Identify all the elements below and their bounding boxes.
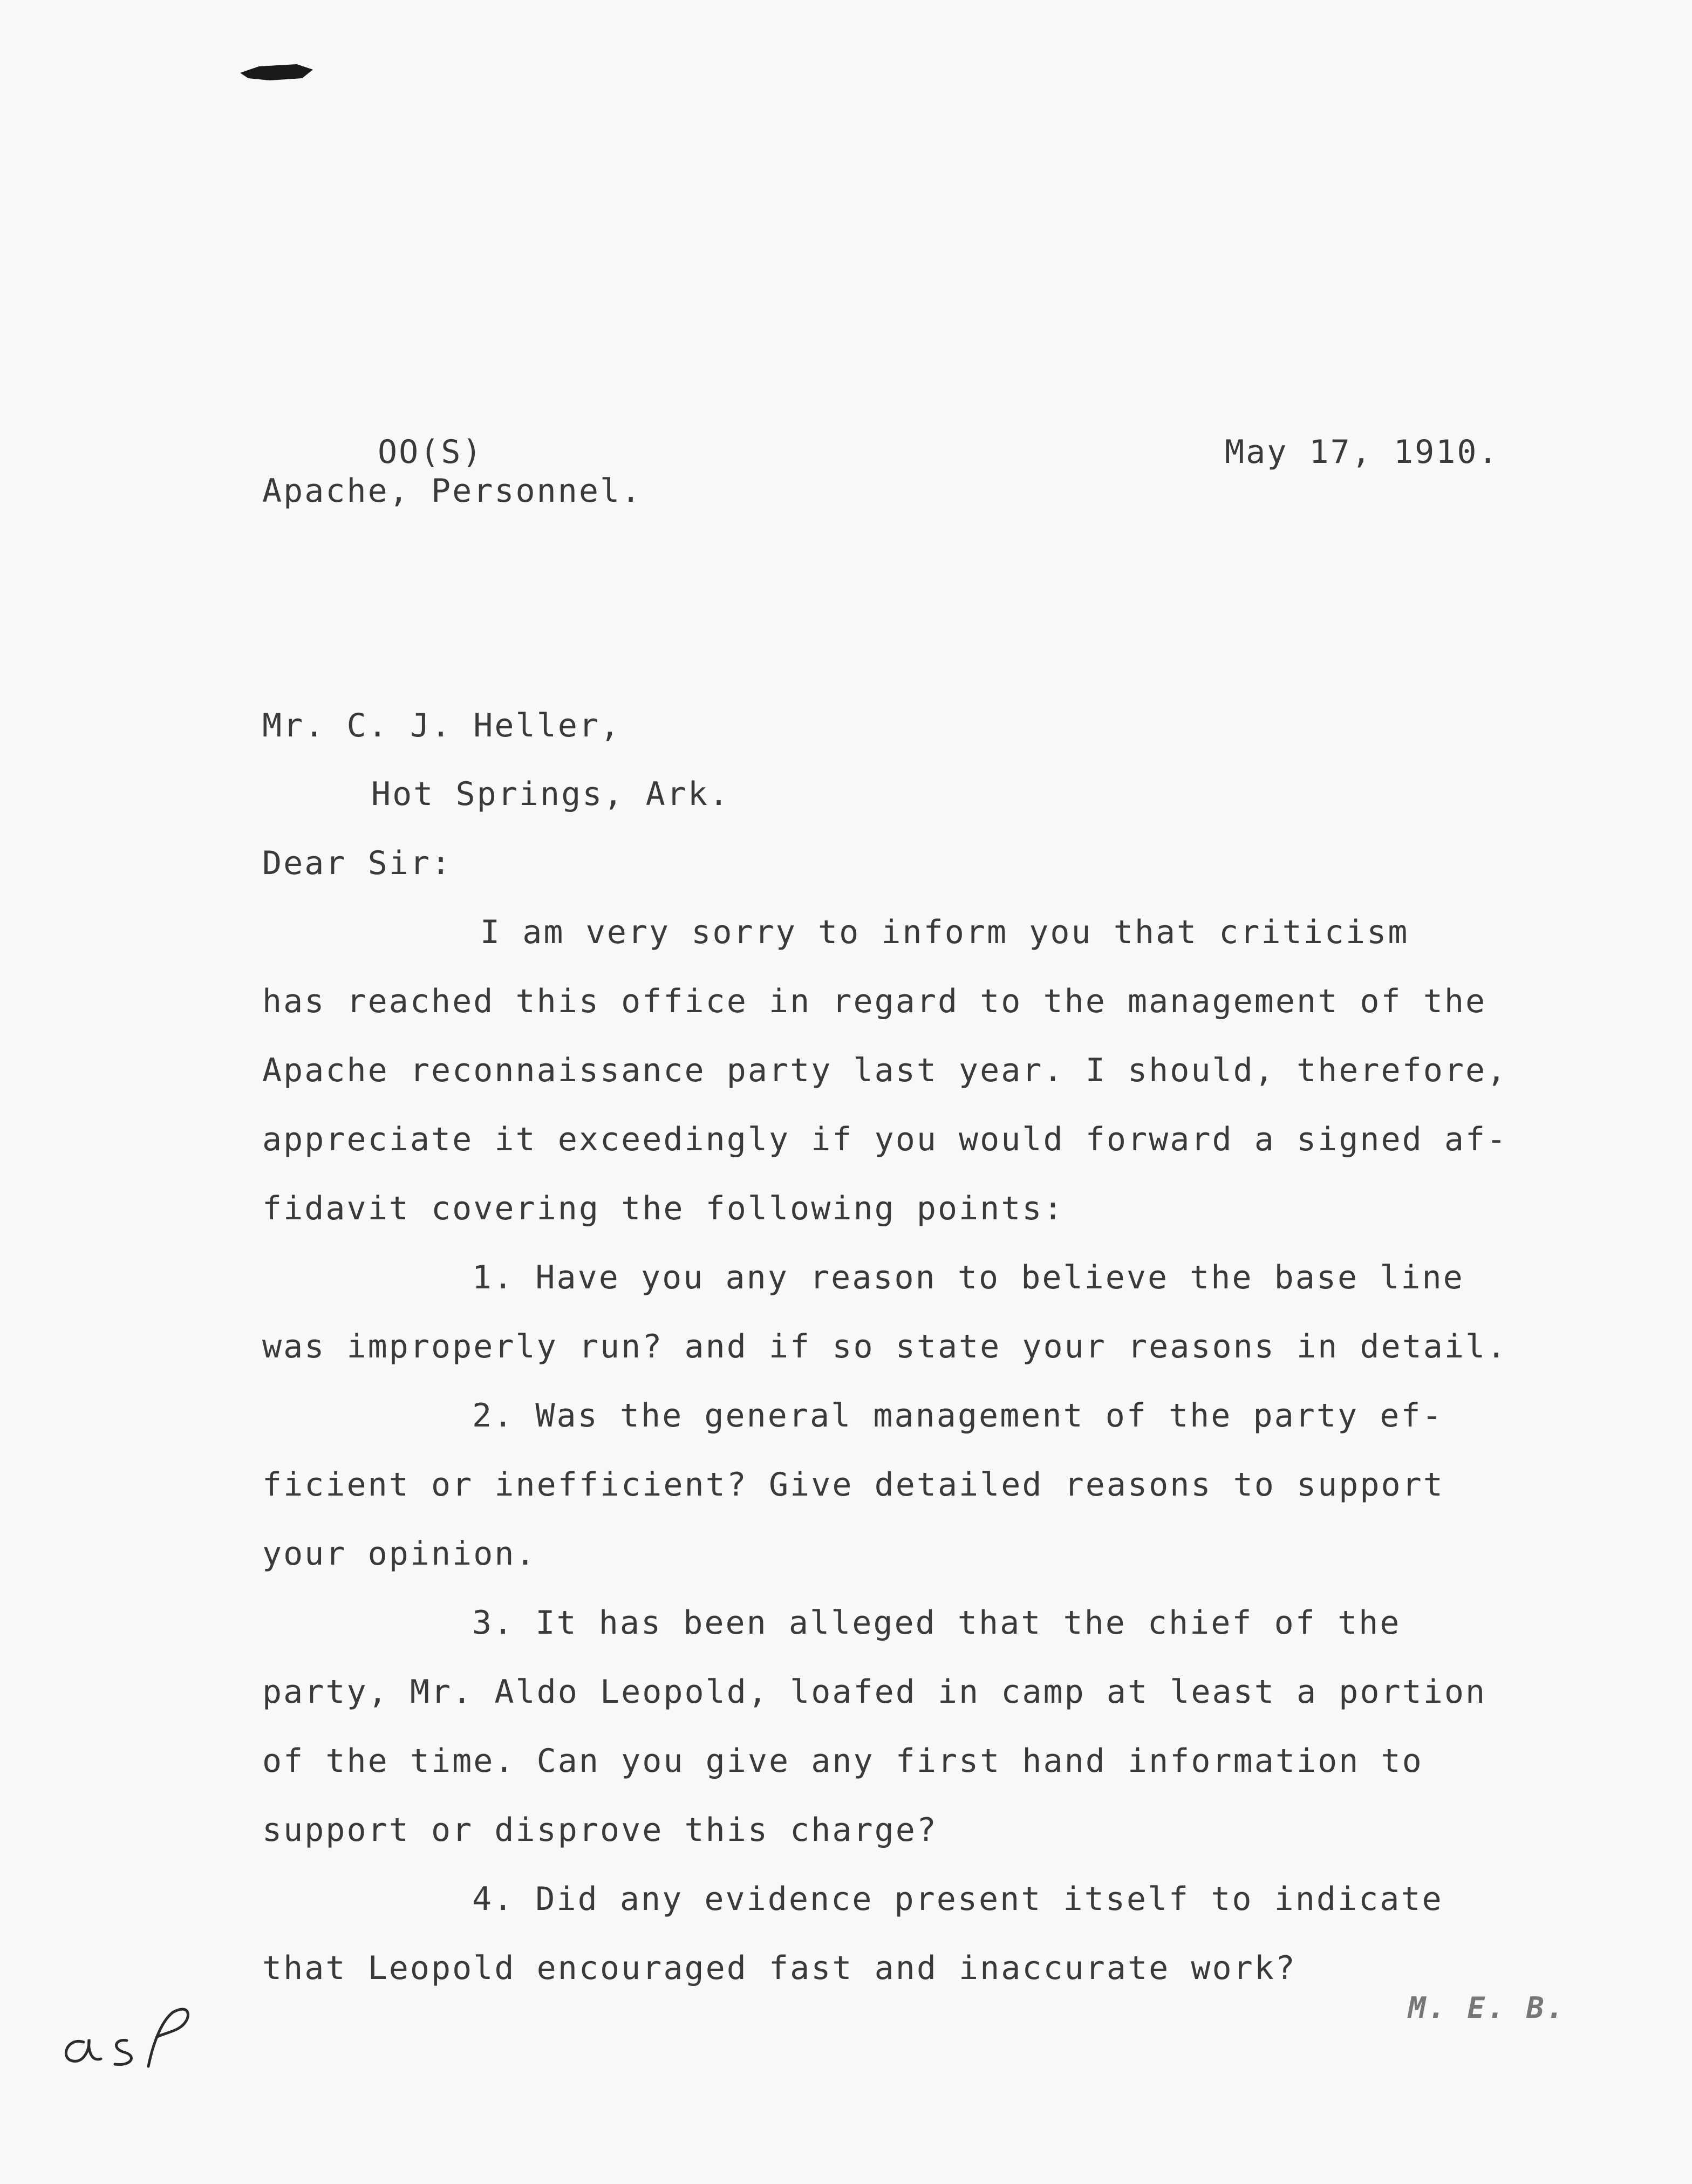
body-line: party, Mr. Aldo Leopold, loafed in camp at least a portion: [262, 1673, 1487, 1711]
body-line: support or disprove this charge?: [262, 1811, 938, 1849]
file-code: OO(S): [378, 433, 483, 471]
subject-line: Apache, Personnel.: [262, 472, 643, 510]
recipient-name: Mr. C. J. Heller,: [262, 707, 622, 745]
body-line: 3. It has been alleged that the chief of the: [472, 1604, 1401, 1642]
body-line: I am very sorry to inform you that criticism: [480, 913, 1409, 951]
body-line: has reached this office in regard to the management of the: [262, 982, 1487, 1020]
body-line: 1. Have you any reason to believe the base line: [472, 1259, 1464, 1296]
body-line: 4. Did any evidence present itself to indicate: [472, 1880, 1443, 1918]
body-line: that Leopold encouraged fast and inaccurate work?: [262, 1949, 1297, 1987]
body-line: was improperly run? and if so state your reasons in detail.: [262, 1328, 1508, 1366]
recipient-address: Hot Springs, Ark.: [371, 775, 731, 813]
salutation: Dear Sir:: [262, 844, 453, 882]
body-line: of the time. Can you give any first hand information to: [262, 1742, 1423, 1780]
pin-mark-icon: [237, 57, 318, 89]
typist-initials: M. E. B.: [1408, 1991, 1566, 2025]
letter-date: May 17, 1910.: [1225, 433, 1499, 471]
body-line: your opinion.: [262, 1535, 537, 1573]
handwritten-initials-signature: [51, 1991, 208, 2077]
body-line: Apache reconnaissance party last year. I should, therefore,: [262, 1052, 1508, 1089]
body-line: ficient or inefficient? Give detailed reasons to support: [262, 1466, 1444, 1504]
body-line: fidavit covering the following points:: [262, 1190, 1065, 1227]
body-line: appreciate it exceedingly if you would forward a signed af-: [262, 1121, 1508, 1158]
body-line: 2. Was the general management of the party ef-: [472, 1397, 1443, 1435]
